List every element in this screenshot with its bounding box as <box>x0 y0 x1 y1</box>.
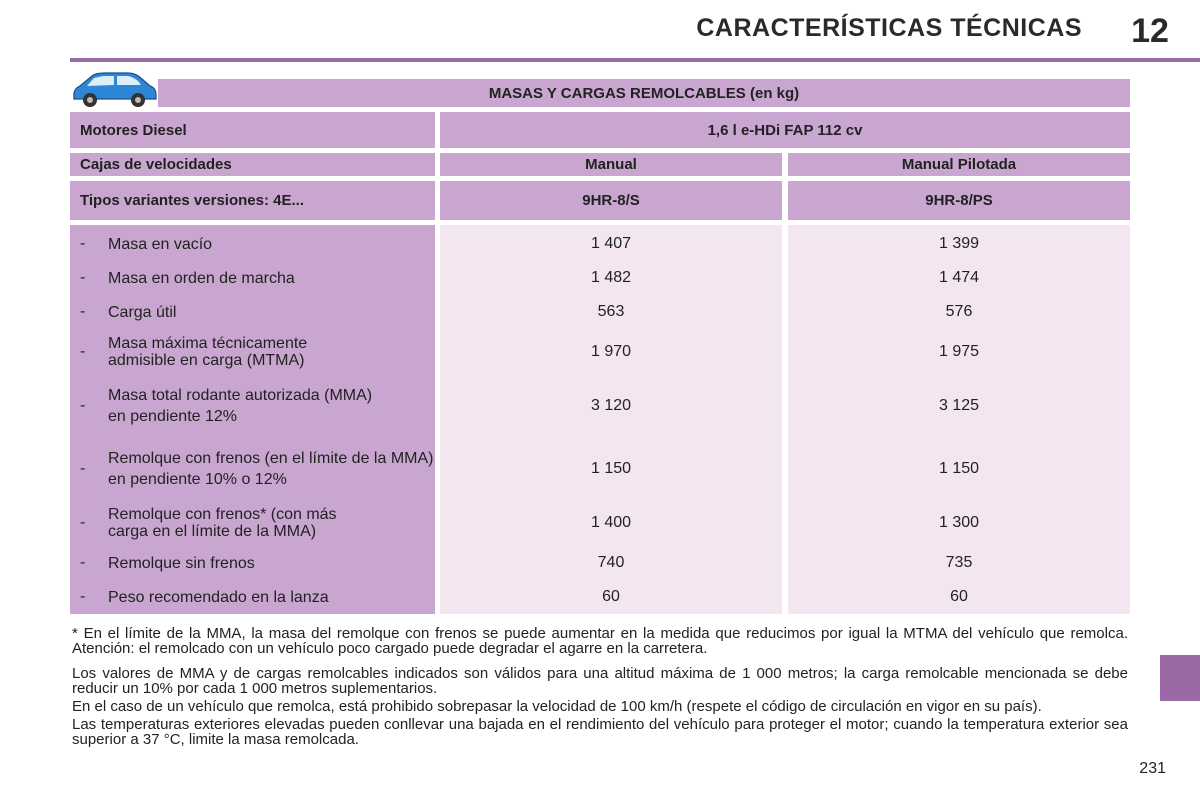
value-cell: 1 399 <box>938 235 980 252</box>
row-label: Masa en orden de marcha <box>108 269 295 287</box>
header-divider <box>70 58 1200 62</box>
table-row: - Remolque con frenos (en el límite de la MMA) en pendiente 10% o 12% <box>80 449 434 488</box>
page-number: 231 <box>1139 760 1166 777</box>
variant-b: 9HR-8/PS <box>788 181 1130 220</box>
table-row: - Masa en orden de marcha <box>80 269 295 287</box>
values-manual-pilotada <box>788 225 1130 614</box>
value-cell: 1 400 <box>590 514 632 531</box>
gearbox-manual-pilotada: Manual Pilotada <box>788 153 1130 176</box>
page-title: CARACTERÍSTICAS TÉCNICAS <box>696 14 1082 42</box>
table-row: - Masa máxima técnicamente admisible en carga (MTMA) <box>80 335 308 369</box>
row-label: Carga útil <box>108 303 177 321</box>
value-cell: 576 <box>945 303 973 320</box>
variant-a: 9HR-8/S <box>440 181 782 220</box>
value-cell: 60 <box>950 588 968 605</box>
value-cell: 1 150 <box>938 459 980 477</box>
row-labels <box>70 225 435 614</box>
value-cell: 1 482 <box>590 269 632 286</box>
table-title: MASAS Y CARGAS REMOLCABLES (en kg) <box>158 79 1130 107</box>
row-label: Remolque con frenos (en el límite de la MMA) en pendiente 10% o 12% <box>108 449 434 488</box>
notes <box>72 626 1128 750</box>
row-label: Remolque con frenos* (con más carga en el límite de la MMA) <box>108 506 337 540</box>
table-row: - Remolque sin frenos <box>80 554 255 572</box>
row-label: Masa máxima técnicamente admisible en carga (MTMA) <box>108 335 308 369</box>
row-label: Remolque sin frenos <box>108 554 255 572</box>
value-cell: 1 970 <box>590 343 632 360</box>
value-cell: 1 300 <box>938 514 980 531</box>
note-temperature: Las temperaturas exteriores elevadas pueden conllevar una bajada en el rendimiento del vehículo para proteger el motor; cuando la temperatura exterior sea superior a 37 °C, limite la masa remolcada. <box>72 716 1128 748</box>
value-cell: 563 <box>597 303 625 320</box>
table-row: - Remolque con frenos* (con más carga en el límite de la MMA) <box>80 506 337 540</box>
variants-label: Tipos variantes versiones: 4E... <box>70 181 435 220</box>
chapter-tab <box>1160 655 1200 701</box>
row-label: Masa total rodante autorizada (MMA) en pendiente 12% <box>108 387 373 425</box>
footnote: * En el límite de la MMA, la masa del remolque con frenos se puede aumentar en la medida que reducimos por igual la MTMA del vehículo que remolca. Atención: el remolcado con un vehículo poco cargado puede degradar el agarre en la carretera. <box>72 625 1128 657</box>
table-row: - Peso recomendado en la lanza <box>80 588 329 606</box>
row-label: Masa en vacío <box>108 235 213 253</box>
table-row: - Masa total rodante autorizada (MMA) en pendiente 12% <box>80 387 373 425</box>
gearbox-manual: Manual <box>440 153 782 176</box>
gearbox-label: Cajas de velocidades <box>70 153 435 176</box>
engine-value: 1,6 l e-HDi FAP 112 cv <box>440 112 1130 148</box>
value-cell: 740 <box>597 554 625 571</box>
value-cell: 1 474 <box>938 269 980 286</box>
value-cell: 735 <box>945 554 973 571</box>
value-cell: 3 120 <box>590 397 632 414</box>
value-cell: 1 975 <box>938 343 980 360</box>
note-altitude: Los valores de MMA y de cargas remolcables indicados son válidos para una altitud máxima de 1 000 metros; la carga remolcable mencionada se debe reducir un 10% por cada 1 000 metros suplementarios. <box>72 665 1128 697</box>
value-cell: 1 150 <box>590 459 632 477</box>
table-row: - Masa en vacío <box>80 235 213 253</box>
value-cell: 60 <box>602 588 620 605</box>
value-cell: 1 407 <box>590 235 632 252</box>
engine-label: Motores Diesel <box>70 112 435 148</box>
values-manual <box>440 225 782 614</box>
towing-mass-table <box>70 79 1130 614</box>
table-row: - Carga útil <box>80 303 177 321</box>
note-speed: En el caso de un vehículo que remolca, está prohibido sobrepasar la velocidad de 100 km/h (respete el código de circulación en vigor en su país). <box>72 698 1042 715</box>
value-cell: 3 125 <box>938 397 980 414</box>
chapter-number: 12 <box>1131 12 1169 50</box>
row-label: Peso recomendado en la lanza <box>108 588 329 606</box>
